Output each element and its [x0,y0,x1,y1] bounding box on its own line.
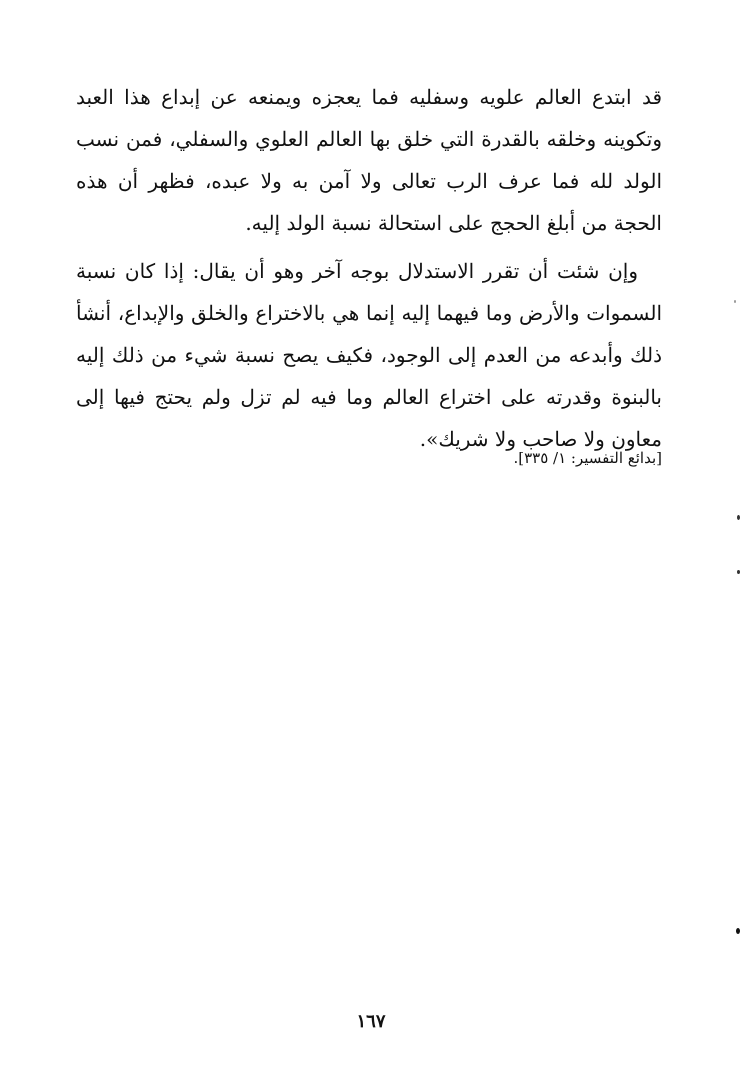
scan-speck [737,515,740,520]
paragraph-2-text: وإن شئت أن تقرر الاستدلال بوجه آخر وهو أن يقال: إذا كان نسبة السموات والأرض وما فيهما إليه إنما هي بالاختراع والخلق والإبداع، أنشأ ذلك وأبدعه من العدم إلى الوجود، فكيف يصح نسبة شيء من ذلك إليه بالبنوة وقدرته على اختراع العالم وما فيه لم تزل ولم يحتج فيها إلى معاون ولا صاحب ولا شريك». [76,259,662,451]
scan-speck [734,300,736,303]
scan-speck [737,570,740,574]
paragraph-1 [76,76,662,244]
source-citation: [بدائع التفسير: ١/ ٣٣٥]. [513,449,662,467]
paragraph-1-text: قد ابتدع العالم علويه وسفليه فما يعجزه ويمنعه عن إبداع هذا العبد وتكوينه وخلقه بالقدرة التي خلق بها العالم العلوي والسفلي، فمن نسب الولد لله فما عرف الرب تعالى ولا آمن به ولا عبده، فظهر أن هذه الحجة من أبلغ الحجج على استحالة نسبة الولد إليه. [76,85,662,235]
page-number: ١٦٧ [356,1011,386,1032]
paragraph-2 [76,250,662,460]
scan-speck [736,928,740,934]
